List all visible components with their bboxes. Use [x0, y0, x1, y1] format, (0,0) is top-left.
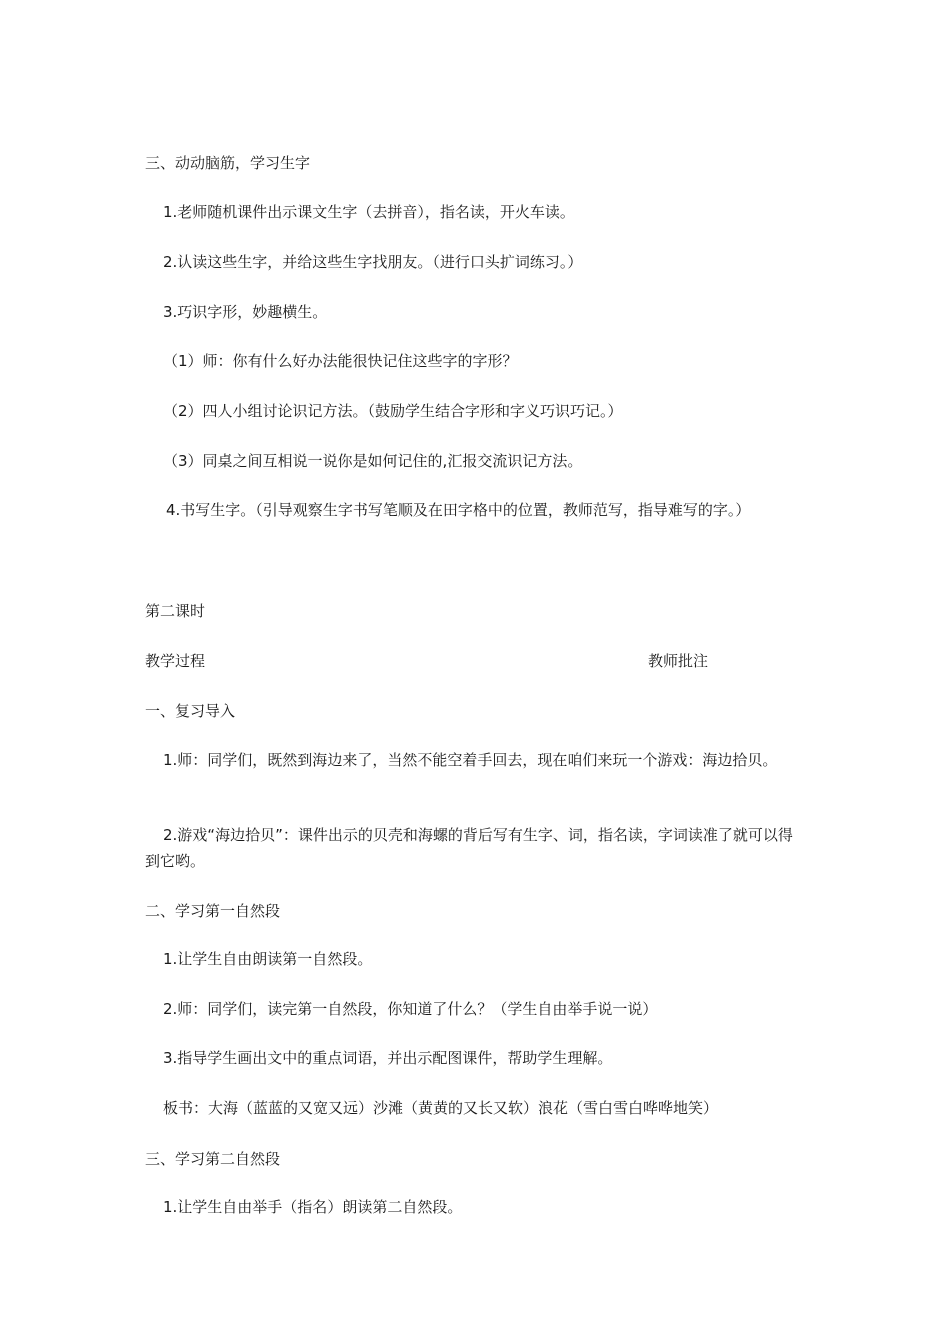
paragraph: 3.巧识字形，妙趣横生。 [163, 303, 328, 321]
section-heading: 三、学习第二自然段 [145, 1150, 281, 1168]
lesson-title: 第二课时 [145, 602, 206, 620]
section-heading: 三、动动脑筋，学习生字 [145, 154, 311, 172]
column-header-process: 教学过程 [145, 652, 206, 670]
paragraph: 2.师：同学们，读完第一自然段，你知道了什么？（学生自由举手说一说） [163, 1000, 658, 1018]
paragraph: 4.书写生字。（引导观察生字书写笔顺及在田字格中的位置，教师范写，指导难写的字。） [166, 501, 751, 519]
paragraph: 1.老师随机课件出示课文生字（去拼音），指名读，开火车读。 [163, 203, 575, 221]
section-heading: 一、复习导入 [145, 702, 236, 720]
paragraph: （3）同桌之间互相说一说你是如何记住的,汇报交流识记方法。 [163, 452, 583, 470]
section-heading: 二、学习第一自然段 [145, 902, 281, 920]
paragraph: 3.指导学生画出文中的重点词语，并出示配图课件，帮助学生理解。 [163, 1049, 613, 1067]
paragraph: 1.让学生自由朗读第一自然段。 [163, 950, 373, 968]
paragraph: 2.游戏“海边拾贝”：课件出示的贝壳和海螺的背后写有生字、词，指名读，字词读准了就可以得到它哟。 [145, 826, 793, 870]
board-writing: 板书：大海（蓝蓝的又宽又远）沙滩（黄黄的又长又软）浪花（雪白雪白哗哗地笑） [163, 1099, 719, 1117]
paragraph: （1）师：你有什么好办法能很快记住这些字的字形？ [163, 352, 518, 370]
paragraph: 1.师：同学们，既然到海边来了，当然不能空着手回去，现在咱们来玩一个游戏：海边拾贝。 [163, 751, 778, 769]
paragraph: 1.让学生自由举手（指名）朗读第二自然段。 [163, 1198, 463, 1216]
paragraph: 2.认读这些生字，并给这些生字找朋友。（进行口头扩词练习。） [163, 253, 583, 271]
column-header-notes: 教师批注 [648, 652, 709, 670]
paragraph: （2）四人小组讨论识记方法。（鼓励学生结合字形和字义巧识巧记。） [163, 402, 623, 420]
